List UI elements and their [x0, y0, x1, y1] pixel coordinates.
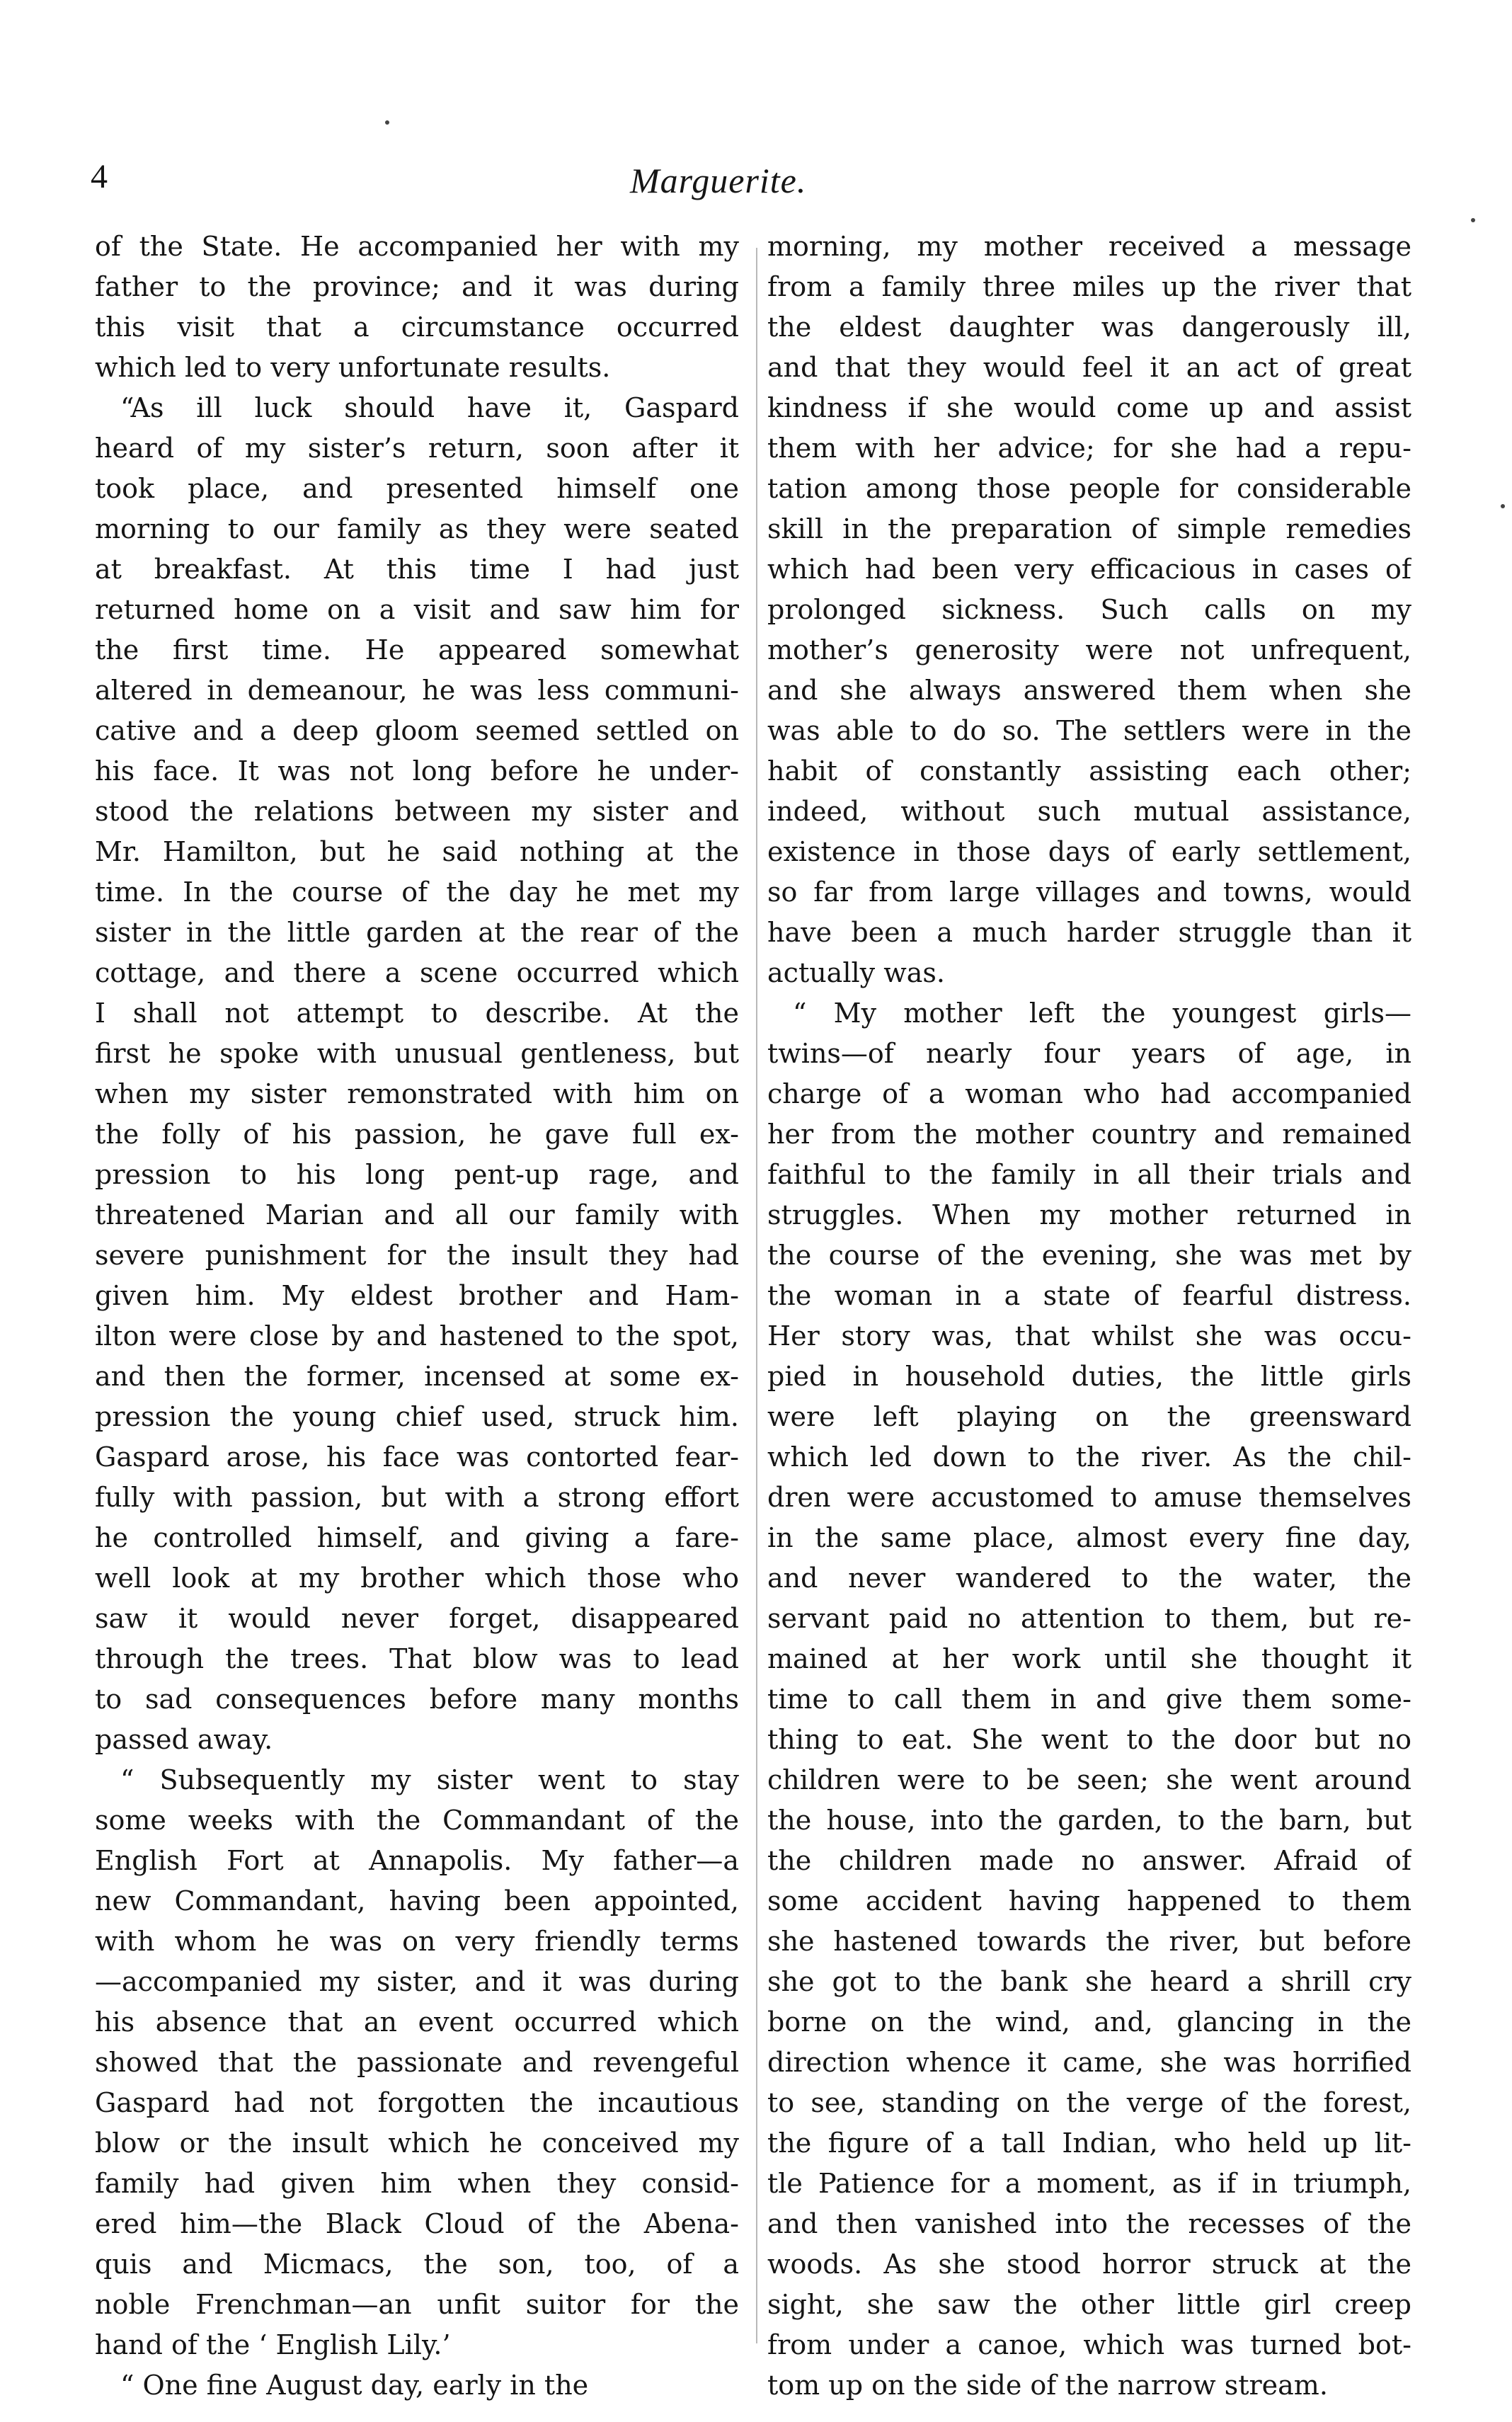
column-divider: [756, 248, 757, 2343]
text-line: tle Patience for a moment, as if in triumph,: [767, 2168, 1411, 2199]
text-line: given him. My eldest brother and Ham-: [95, 1280, 739, 1311]
left-text-column: [95, 227, 739, 2401]
text-line: with whom he was on very friendly terms: [95, 1926, 739, 1957]
text-line: she hastened towards the river, but before: [767, 1926, 1411, 1957]
text-line: his face. It was not long before he under-: [95, 755, 739, 787]
text-line: Mr. Hamilton, but he said nothing at the: [95, 836, 739, 867]
text-line: the figure of a tall Indian, who held up lit-: [767, 2127, 1411, 2159]
text-line: from under a canoe, which was turned bot-: [767, 2329, 1411, 2360]
text-line: kindness if she would come up and assist: [767, 392, 1411, 423]
text-line: to sad consequences before many months: [95, 1684, 739, 1715]
text-line: and then vanished into the recesses of the: [767, 2208, 1411, 2239]
text-line: sister in the little garden at the rear of the: [95, 917, 739, 948]
text-line: the house, into the garden, to the barn, but: [767, 1805, 1411, 1836]
text-line: well look at my brother which those who: [95, 1563, 739, 1594]
text-line: passed away.: [95, 1724, 273, 1755]
text-line: habit of constantly assisting each other;: [767, 755, 1411, 787]
text-line: pied in household duties, the little girls: [767, 1361, 1411, 1392]
text-line: tom up on the side of the narrow stream.: [767, 2370, 1328, 2401]
text-line: cative and a deep gloom seemed settled on: [95, 715, 739, 746]
text-line: this visit that a circumstance occurred: [95, 312, 739, 343]
print-speck: [1501, 504, 1505, 508]
text-line: ered him—the Black Cloud of the Abena-: [95, 2208, 739, 2239]
text-line: took place, and presented himself one: [95, 473, 739, 504]
text-line: and she always answered them when she: [767, 675, 1411, 706]
text-line: direction whence it came, she was horrified: [767, 2047, 1411, 2078]
text-line: struggles. When my mother returned in: [767, 1199, 1411, 1230]
running-title: Marguerite.: [630, 161, 807, 200]
text-line: which led down to the river. As the chil-: [767, 1441, 1411, 1473]
text-line: some accident having happened to them: [767, 1885, 1411, 1917]
text-line: noble Frenchman—an unfit suitor for the: [95, 2289, 739, 2320]
text-line: time to call them in and give them some-: [767, 1684, 1411, 1715]
text-line: the first time. He appeared somewhat: [95, 634, 739, 666]
text-line: cottage, and there a scene occurred which: [95, 957, 739, 988]
text-line: father to the province; and it was during: [95, 271, 739, 302]
text-line: the course of the evening, she was met by: [767, 1240, 1411, 1271]
text-line: mother’s generosity were not unfrequent,: [767, 634, 1411, 666]
text-line: hand of the ‘ English Lily.’: [95, 2329, 451, 2360]
text-line: faithful to the family in all their trials and: [767, 1159, 1411, 1190]
text-line: indeed, without such mutual assistance,: [767, 796, 1411, 827]
text-line: saw it would never forget, disappeared: [95, 1603, 739, 1634]
text-line: skill in the preparation of simple remedies: [767, 513, 1411, 544]
text-line: and then the former, incensed at some ex-: [95, 1361, 739, 1392]
text-line: actually was.: [767, 957, 945, 988]
text-line: “ One fine August day, early in the: [120, 2370, 589, 2401]
text-line: the eldest daughter was dangerously ill,: [767, 312, 1411, 343]
print-speck: [385, 120, 389, 125]
text-line: was able to do so. The settlers were in the: [767, 715, 1411, 746]
text-line: some weeks with the Commandant of the: [95, 1805, 739, 1836]
text-line: returned home on a visit and saw him for: [95, 594, 739, 625]
text-line: pression to his long pent-up rage, and: [95, 1159, 739, 1190]
text-line: “As ill luck should have it, Gaspard: [120, 392, 739, 423]
text-line: twins—of nearly four years of age, in: [767, 1038, 1411, 1069]
text-line: I shall not attempt to describe. At the: [95, 998, 739, 1029]
text-line: family had given him when they consid-: [95, 2168, 739, 2199]
text-line: “ My mother left the youngest girls—: [793, 998, 1411, 1029]
text-line: at breakfast. At this time I had just: [95, 554, 739, 585]
text-line: dren were accustomed to amuse themselves: [767, 1482, 1411, 1513]
text-line: threatened Marian and all our family with: [95, 1199, 739, 1230]
text-line: woods. As she stood horror struck at the: [767, 2249, 1411, 2280]
text-line: quis and Micmacs, the son, too, of a: [95, 2249, 739, 2280]
text-line: she got to the bank she heard a shrill cry: [767, 1966, 1411, 1997]
text-line: new Commandant, having been appointed,: [95, 1885, 739, 1917]
text-line: through the trees. That blow was to lead: [95, 1643, 739, 1674]
text-line: Gaspard arose, his face was contorted fear-: [95, 1441, 739, 1473]
text-line: first he spoke with unusual gentleness, but: [95, 1038, 739, 1069]
text-line: —accompanied my sister, and it was during: [95, 1966, 739, 1997]
text-line: existence in those days of early settlement,: [767, 836, 1411, 867]
text-line: he controlled himself, and giving a fare-: [95, 1522, 739, 1553]
text-line: morning to our family as they were seated: [95, 513, 739, 544]
text-line: the children made no answer. Afraid of: [767, 1845, 1411, 1876]
text-line: servant paid no attention to them, but re-: [767, 1603, 1411, 1634]
text-line: the folly of his passion, he gave full ex-: [95, 1119, 739, 1150]
text-line: have been a much harder struggle than it: [767, 917, 1411, 948]
text-line: Gaspard had not forgotten the incautious: [95, 2087, 739, 2118]
text-line: from a family three miles up the river that: [767, 271, 1411, 302]
text-line: mained at her work until she thought it: [767, 1643, 1411, 1674]
text-line: and that they would feel it an act of great: [767, 352, 1411, 383]
right-text-column: [767, 227, 1411, 2401]
text-line: stood the relations between my sister and: [95, 796, 739, 827]
text-line: charge of a woman who had accompanied: [767, 1078, 1411, 1109]
text-line: which had been very efficacious in cases of: [767, 554, 1411, 585]
text-line: sight, she saw the other little girl creep: [767, 2289, 1411, 2320]
text-line: the woman in a state of fearful distress.: [767, 1280, 1411, 1311]
text-line: blow or the insult which he conceived my: [95, 2127, 739, 2159]
text-line: “ Subsequently my sister went to stay: [120, 1764, 739, 1795]
text-line: pression the young chief used, struck him.: [95, 1401, 739, 1432]
page-number: 4: [91, 158, 108, 195]
print-speck: [1471, 218, 1475, 222]
text-line: heard of my sister’s return, soon after it: [95, 433, 739, 464]
text-line: time. In the course of the day he met my: [95, 876, 739, 908]
text-line: and never wandered to the water, the: [767, 1563, 1411, 1594]
text-line: thing to eat. She went to the door but no: [767, 1724, 1411, 1755]
text-line: them with her advice; for she had a repu-: [767, 433, 1411, 464]
text-line: to see, standing on the verge of the forest,: [767, 2087, 1411, 2118]
text-line: which led to very unfortunate results.: [95, 352, 611, 383]
text-line: so far from large villages and towns, would: [767, 876, 1411, 908]
text-line: in the same place, almost every fine day,: [767, 1522, 1411, 1553]
text-line: tation among those people for considerable: [767, 473, 1411, 504]
text-line: morning, my mother received a message: [767, 231, 1411, 262]
text-line: borne on the wind, and, glancing in the: [767, 2006, 1411, 2038]
text-line: showed that the passionate and revengeful: [95, 2047, 739, 2078]
text-line: his absence that an event occurred which: [95, 2006, 739, 2038]
text-line: fully with passion, but with a strong effort: [95, 1482, 739, 1513]
text-line: altered in demeanour, he was less communi-: [95, 675, 739, 706]
text-line: children were to be seen; she went around: [767, 1764, 1411, 1795]
text-line: prolonged sickness. Such calls on my: [767, 594, 1411, 625]
text-line: her from the mother country and remained: [767, 1119, 1411, 1150]
text-line: English Fort at Annapolis. My father—a: [95, 1845, 739, 1876]
text-line: ilton were close by and hastened to the spot,: [95, 1320, 739, 1352]
text-line: of the State. He accompanied her with my: [95, 231, 739, 262]
text-line: severe punishment for the insult they had: [95, 1240, 739, 1271]
text-line: were left playing on the greensward: [767, 1401, 1411, 1432]
text-line: when my sister remonstrated with him on: [95, 1078, 739, 1109]
text-line: Her story was, that whilst she was occu-: [767, 1320, 1411, 1352]
